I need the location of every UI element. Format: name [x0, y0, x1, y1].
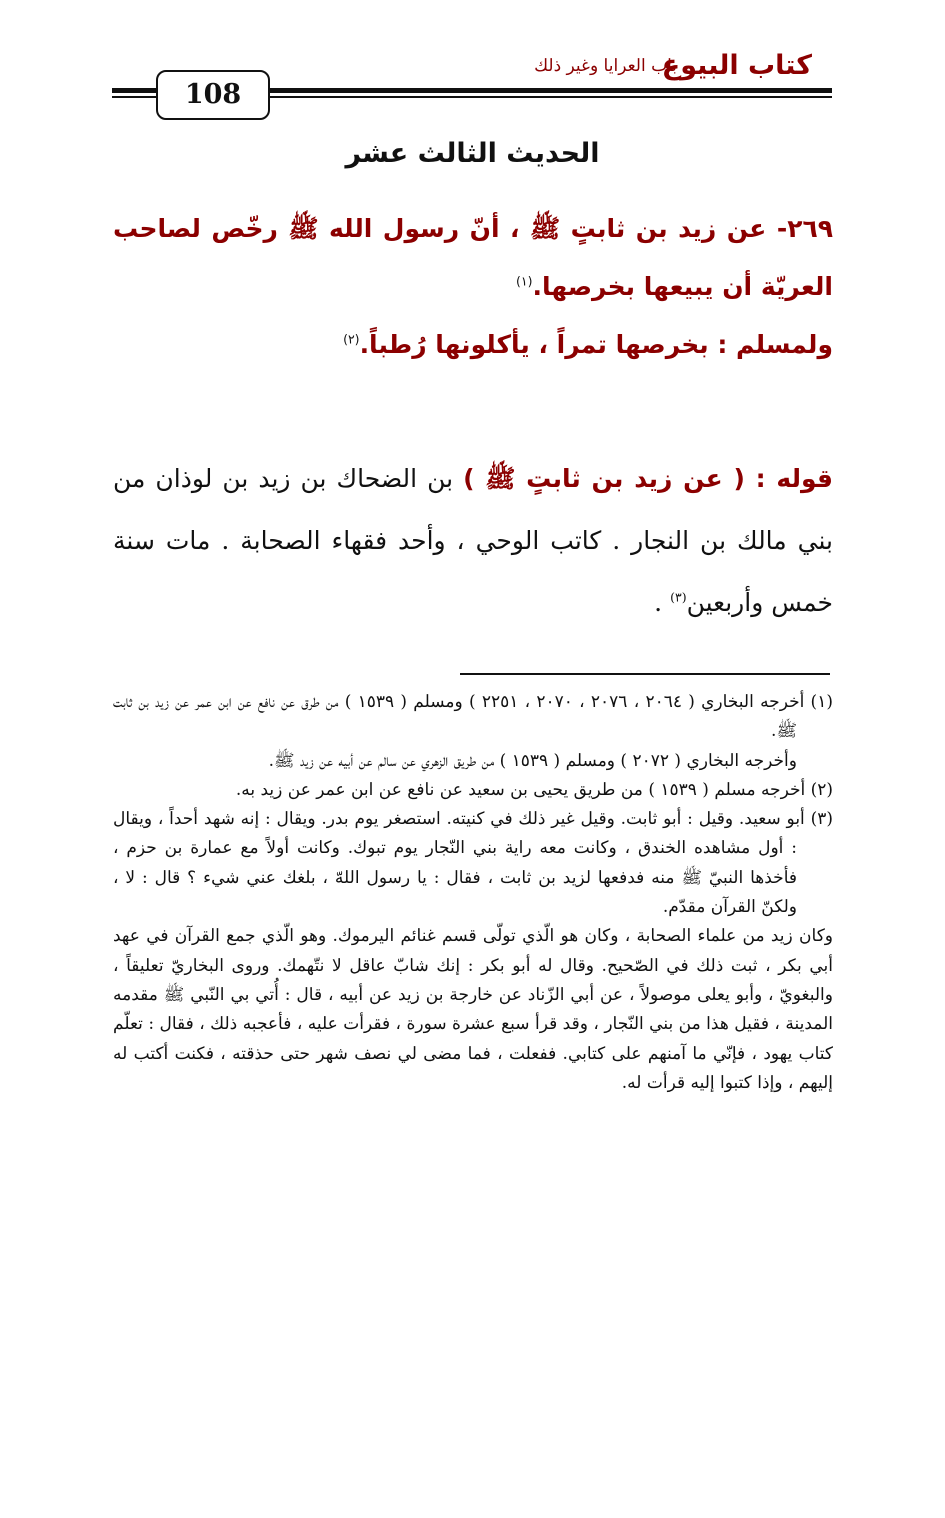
page-number: 108 — [156, 70, 270, 120]
commentary-block — [113, 448, 833, 634]
footnote-ref-3: (٣) — [670, 589, 687, 605]
chapter-title: باب العرايا وغير ذلك — [534, 56, 677, 76]
section-title: الحديث الثالث عشر — [345, 138, 600, 169]
hadith-paragraph — [113, 200, 833, 316]
muslim-variant — [113, 316, 833, 374]
qawluh-heading: قوله : ( عن زيد بن ثابتٍ ﷺ ) — [463, 464, 833, 493]
book-title: كتاب البيوع — [661, 50, 812, 81]
muslim-text: ولمسلم : بخرصها تمراً ، يأكلونها رُطباً. — [359, 330, 833, 359]
hadith-text: ٢٦٩- عن زيد بن ثابتٍ ﷺ ، أنّ رسول الله ﷺ رخّص لصاحب العريّة أن يبيعها بخرصها. — [113, 214, 833, 301]
footnote-1-continuation: وأخرجه البخاري ( ٢٠٧٢ ) ومسلم ( ١٥٣٩ ) من طريق الزهري عن سالم عن أبيه عن زيد ﷺ. — [268, 750, 797, 771]
footnote-ref-1: (١) — [516, 273, 533, 289]
footnote-ref-2: (٢) — [343, 331, 360, 347]
footnote-2: (٢) أخرجه مسلم ( ١٥٣٩ ) من طريق يحيى بن سعيد عن نافع عن ابن عمر عن زيد به. — [235, 779, 833, 800]
footnote-1: (١) أخرجه البخاري ( ٢٠٦٤ ، ٢٠٧٦ ، ٢٠٧٠ ، ٢٢٥١ ) ومسلم ( ١٥٣٩ ) من طرق عن نافع عن ابن عمر عن زيد بن ثابت ﷺ. — [113, 692, 833, 742]
commentary-paragraph — [113, 448, 833, 634]
commentary-end: . — [654, 588, 671, 617]
footnote-3: (٣) أبو سعيد. وقيل : أبو ثابت. وقيل غير ذلك في كنيته. استصغر يوم بدر. ويقال : إنه شهد أحداً ، ويقال : أول مشاهده الخندق ، وكانت معه راية بني النّجار يوم تبوك. وكانت أولاً مع عمارة بن حزم ، فأخذها النبيّ ﷺ منه فدفعها لزيد بن ثابت ، فقال : يا رسول اللهّ ، بلغك عني شيء ؟ قال : لا ، ولكنّ القرآن مقدّم. — [113, 809, 833, 918]
footnotes-block — [113, 688, 833, 1098]
commentary-text: بن الضحاك بن زيد بن لوذان من بني مالك بن النجار . كاتب الوحي ، وأحد فقهاء الصحابة . مات سنة خمس وأربعين — [113, 464, 833, 617]
hadith-text-block — [113, 200, 833, 374]
footnote-separator — [460, 673, 830, 675]
footnote-3-continuation: وكان زيد من علماء الصحابة ، وكان هو الّذي تولّى قسم غنائم اليرموك. وهو الّذي جمع القرآن في عهد أبي بكر ، ثبت ذلك في الصّحيح. وقال له أبو بكر : إنك شابّ عاقل لا نتّهمك. وروى البخاريّ تعليقاً ، والبغويّ ، وأبو يعلى موصولاً ، عن أبي الزّناد عن خارجة بن زيد عن أبيه ، قال : أُتي بي النّبي ﷺ مقدمه المدينة ، فقيل هذا من بني النّجار ، وقد قرأ سبع عشرة سورة ، فقرأت عليه ، فأعجبه ذلك ، فقال : تعلّم كتاب يهود ، فإنّي ما آمنهم على كتابي. ففعلت ، فما مضى لي نصف شهر حتى حذقته ، فكنت أكتب له إليهم ، وإذا كتبوا إليه قرأت له. — [113, 926, 833, 1093]
page-header — [112, 50, 832, 120]
